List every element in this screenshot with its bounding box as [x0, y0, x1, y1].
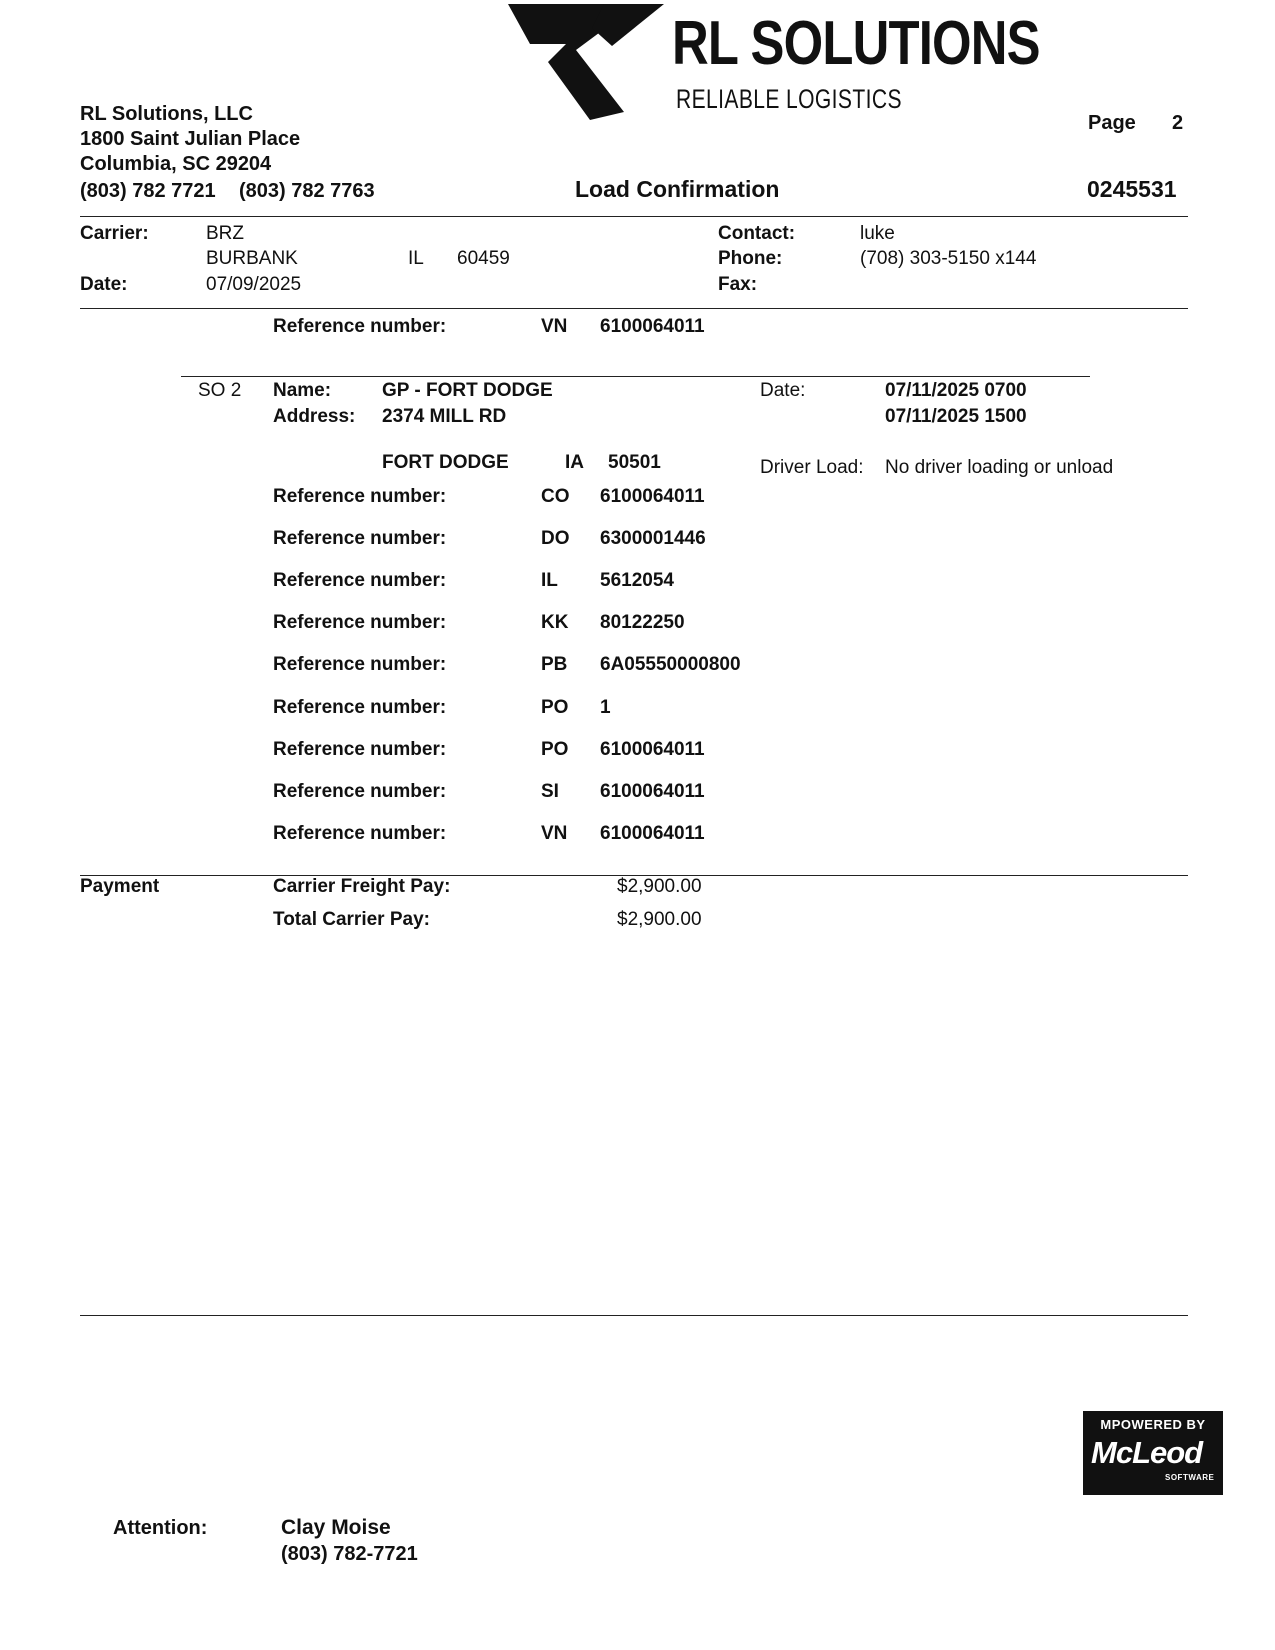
attention-phone: (803) 782-7721: [281, 1543, 418, 1565]
logo-tagline: RELIABLE LOGISTICS: [676, 84, 902, 114]
carrier-label: Carrier:: [80, 223, 149, 244]
reference-code: PB: [541, 654, 568, 675]
reference-label: Reference number:: [273, 823, 447, 844]
fax-label: Fax:: [718, 274, 758, 295]
reference-value: 6100064011: [600, 823, 705, 844]
reference-value: 80122250: [600, 612, 685, 633]
reference-value: 6A05550000800: [600, 654, 741, 675]
freight-pay-label: Carrier Freight Pay:: [273, 876, 451, 897]
badge-top-text: MPOWERED BY: [1100, 1417, 1206, 1432]
reference-value: 6100064011: [600, 739, 705, 760]
logo-title: RL SOLUTIONS: [672, 9, 1040, 78]
footer-divider: [80, 1315, 1188, 1316]
reference-label: Reference number:: [273, 612, 447, 633]
carrier-date: 07/09/2025: [206, 274, 302, 295]
stop-address-label: Address:: [273, 406, 356, 427]
stop-date-label: Date:: [760, 380, 806, 401]
badge-brand: McLeod: [1091, 1435, 1203, 1470]
company-phone-2: (803) 782 7763: [239, 180, 375, 202]
reference-code: CO: [541, 486, 570, 507]
company-street: 1800 Saint Julian Place: [80, 128, 301, 150]
freight-pay-value: $2,900.00: [617, 876, 702, 897]
reference-code: PO: [541, 739, 569, 760]
load-number: 0245531: [1087, 176, 1177, 202]
payment-label: Payment: [80, 876, 160, 897]
driver-load-value: No driver loading or unload: [885, 457, 1114, 478]
company-phone-1: (803) 782 7721: [80, 180, 216, 202]
carrier-state: IL: [408, 248, 424, 269]
total-pay-label: Total Carrier Pay:: [273, 909, 430, 930]
total-pay-value: $2,900.00: [617, 909, 702, 930]
top-ref-label: Reference number:: [273, 316, 447, 337]
reference-code: VN: [541, 823, 568, 844]
stop-date-1: 07/11/2025 0700: [885, 380, 1027, 401]
top-ref-value: 6100064011: [600, 316, 705, 337]
document-title: Load Confirmation: [575, 176, 780, 202]
carrier-city: BURBANK: [206, 248, 298, 269]
stop-zip: 50501: [608, 452, 661, 473]
carrier-zip: 60459: [457, 248, 510, 269]
header-divider: [80, 216, 1188, 217]
reference-code: DO: [541, 528, 570, 549]
page-label: Page: [1088, 112, 1136, 134]
reference-value: 6100064011: [600, 486, 705, 507]
reference-code: PO: [541, 697, 569, 718]
reference-label: Reference number:: [273, 486, 447, 507]
attention-label: Attention:: [113, 1517, 208, 1539]
driver-load-label: Driver Load:: [760, 457, 864, 478]
reference-value: 5612054: [600, 570, 674, 591]
stop-date-2: 07/11/2025 1500: [885, 406, 1027, 427]
contact-label: Contact:: [718, 223, 796, 244]
contact-value: luke: [860, 223, 895, 244]
stop-state: IA: [565, 452, 584, 473]
reference-label: Reference number:: [273, 781, 447, 802]
reference-value: 6100064011: [600, 781, 705, 802]
reference-value: 1: [600, 697, 611, 718]
reference-label: Reference number:: [273, 570, 447, 591]
mcleod-badge: [1083, 1411, 1223, 1495]
stop-name-label: Name:: [273, 380, 332, 401]
reference-value: 6300001446: [600, 528, 706, 549]
reference-code: KK: [541, 612, 569, 633]
reference-label: Reference number:: [273, 739, 447, 760]
carrier-date-label: Date:: [80, 274, 128, 295]
reference-label: Reference number:: [273, 654, 447, 675]
reference-code: IL: [541, 570, 558, 591]
stop-divider: [181, 376, 1090, 377]
carrier-divider: [80, 308, 1188, 309]
carrier-name: BRZ: [206, 223, 244, 244]
top-ref-code: VN: [541, 316, 568, 337]
company-city: Columbia, SC 29204: [80, 153, 272, 175]
page-number: 2: [1172, 112, 1184, 134]
company-name: RL Solutions, LLC: [80, 103, 253, 125]
phone-value: (708) 303-5150 x144: [860, 248, 1037, 269]
rl-logo-mark-icon: [508, 4, 664, 120]
phone-label: Phone:: [718, 248, 783, 269]
badge-sub: SOFTWARE: [1165, 1473, 1215, 1482]
stop-name: GP - FORT DODGE: [382, 380, 553, 401]
stop-city: FORT DODGE: [382, 452, 509, 473]
reference-label: Reference number:: [273, 528, 447, 549]
stop-address: 2374 MILL RD: [382, 406, 507, 427]
stop-id: SO 2: [198, 380, 242, 401]
reference-label: Reference number:: [273, 697, 447, 718]
attention-name: Clay Moise: [281, 1516, 391, 1539]
reference-code: SI: [541, 781, 559, 802]
